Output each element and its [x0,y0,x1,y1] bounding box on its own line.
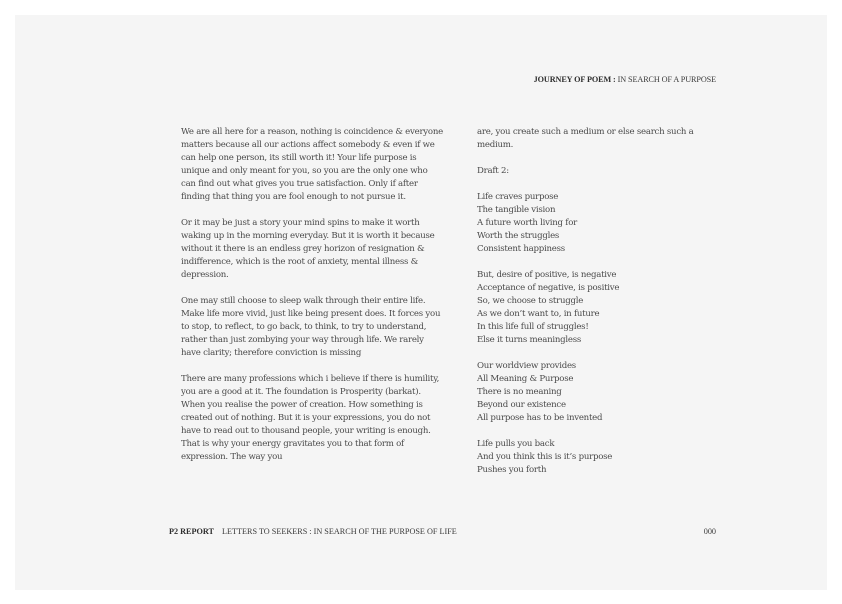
poem-line: Else it turns meaningless [477,335,582,345]
draft-label: Draft 2: [477,166,509,176]
footer-report-label: P2 REPORT [169,527,214,536]
paragraph: One may still choose to sleep walk through their entire life. Make life more vivid, just like being present does. It forces you to stop, to reflect, to go back, to think, to try to understand, rather than just zombying your way through life. We rarely have clarity; therefore conviction is missing [181,296,441,358]
poem-line: As we don’t want to, in future [477,309,600,319]
poem-line: Life pulls you back [477,439,555,449]
poem-line: And you think this is it’s purpose [477,452,613,462]
poem-line: The tangible vision [477,205,556,215]
poem-line: Pushes you forth [477,465,547,475]
poem-line: Our worldview provides [477,361,576,371]
poem-line: A future worth living for [477,218,578,228]
poem-stanza [477,360,722,425]
poem-line: But, desire of positive, is negative [477,270,617,280]
header-section-title: IN SEARCH OF A PURPOSE [617,75,716,84]
right-column [477,126,722,490]
poem-line: Consistent happiness [477,244,565,254]
footer-report-title: LETTERS TO SEEKERS : IN SEARCH OF THE PURPOSE OF LIFE [222,527,457,536]
page-number: 000 [703,527,716,536]
document-page [15,15,827,590]
running-header [534,75,716,84]
paragraph: Or it may be just a story your mind spins to make it worth waking up in the morning everyday. But it is worth it because without it there is an endless grey horizon of resignation & indifference, which is the root of anxiety, mental illness & depression. [181,218,435,280]
poem-line: Life craves purpose [477,192,559,202]
poem-line: There is no meaning [477,387,562,397]
poem-line: All purpose has to be invented [477,413,603,423]
poem-line: Acceptance of negative, is positive [477,283,620,293]
poem-line: All Meaning & Purpose [477,374,574,384]
poem-line: Worth the struggles [477,231,560,241]
continuation-paragraph: are, you create such a medium or else search such a medium. [477,127,694,150]
left-column [181,126,443,477]
running-footer [169,527,457,536]
paragraph: We are all here for a reason, nothing is coincidence & everyone matters because all our actions affect somebody & even if we can help one person, its still worth it! Your life purpose is unique and only meant for you, so you are the only one who can find out what gives you true satisfaction. Only if after finding that thing you are fool enough to not pursue it. [181,127,443,202]
poem-stanza [477,269,722,347]
header-section-label: JOURNEY OF POEM : [533,75,616,84]
poem-stanza [477,191,722,256]
poem-line: Beyond our existence [477,400,566,410]
poem-stanza [477,438,722,477]
poem-line: So, we choose to struggle [477,296,584,306]
paragraph: There are many professions which i believe if there is humility, you are a good at it. The foundation is Prosperity (barkat). When you realise the power of creation. How something is created out of nothing. But it is your expressions, you do not have to read out to thousand people, your writing is enough. That is why your energy gravitates you to that form of expression. The way you [181,374,440,462]
poem-line: In this life full of struggles! [477,322,589,332]
